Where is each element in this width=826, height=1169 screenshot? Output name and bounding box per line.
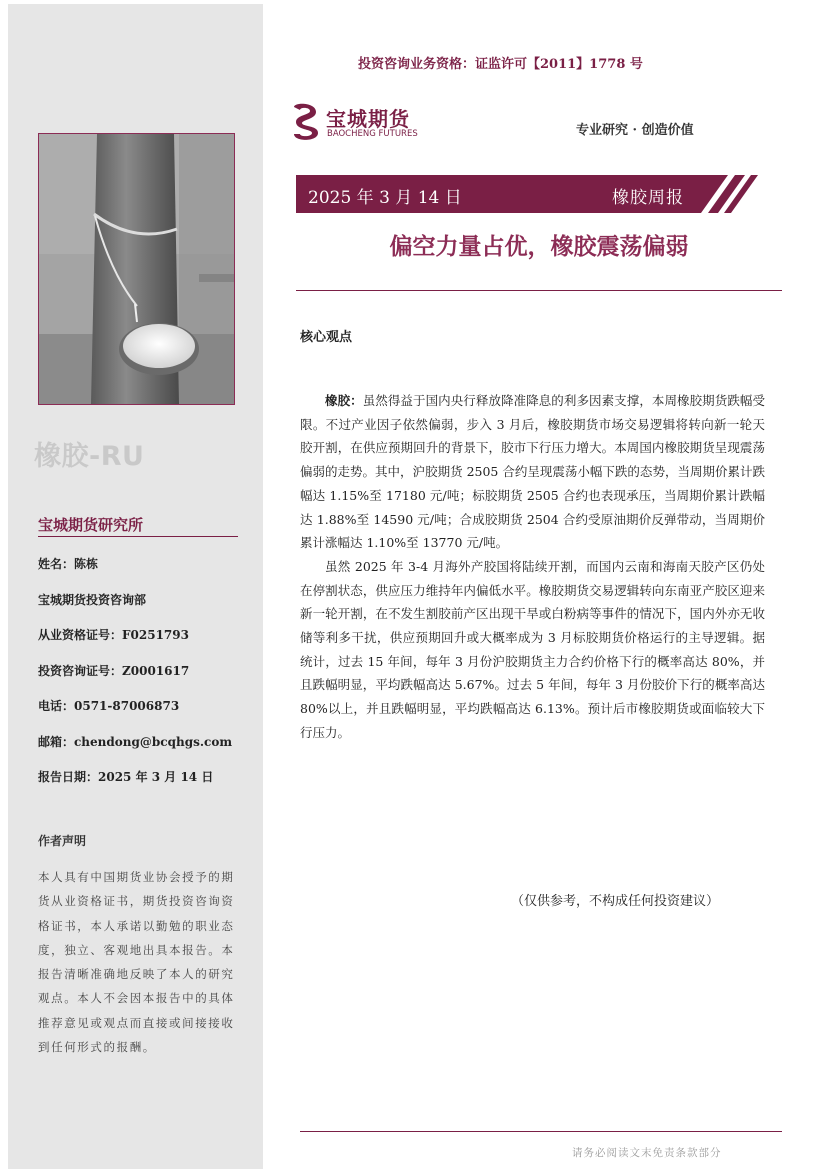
phone: 电话：0571-87006873 bbox=[38, 699, 180, 713]
product-code: 橡胶-RU bbox=[34, 441, 145, 472]
paragraph-1-text: 虽然得益于国内央行释放降准降息的利多因素支撑，本周橡胶期货跌幅受限。不过产业因子依然偏弱，步入 3 月后，橡胶期货市场交易逻辑将转向新一轮天胶开割，在供应预期回升的背景下，胶市下行压力增大。本周国内橡胶期货呈现震荡偏弱的走势。其中，沪胶期货 2505 合约呈现震荡小幅下跌的态势，当周期价累计跌幅达 1.15%至 17180 元/吨；标胶期货 2505 合约也表现承压，当周期价累计跌幅达 1.88%至 14590 元/吨；合成胶期货 2504 合约受原油期价反弹带动，当周期价累计涨幅达 1.10%至 13770 元/吨。 bbox=[300, 393, 765, 551]
report-headline: 偏空力量占优，橡胶震荡偏弱 bbox=[389, 234, 689, 260]
paragraph-2: 虽然 2025 年 3-4 月海外产胶国将陆续开割，而国内云南和海南天胶产区仍处在停割状态，供应压力维持年内偏低水平。橡胶期货交易逻辑转向东南亚产胶区迎来新一轮开割，在不发生割胶前产区出现干旱或白粉病等事件的情况下，国内外亦无收储等利多干扰，供应预期回升或大概率成为 3 月标胶期货价格运行的主导逻辑。据统计，过去 15 年间，每年 3 月份沪胶期货主力合约价格下行的概率高达 80%，并且跌幅明显，平均跌幅高达 5.67%。过去 5 年间，每年 3 月份胶价下行的概率高达 80%以上，并且跌幅明显，平均跌幅高达 6.13%。预计后市橡胶期货或面临较大下行压力。 bbox=[300, 558, 765, 740]
disclaimer: （仅供参考，不构成任何投资建议） bbox=[511, 894, 720, 909]
institute-name: 宝城期货研究所 bbox=[38, 516, 144, 534]
consulting-number: 投资咨询证号：Z0001617 bbox=[38, 663, 190, 678]
report-date-banner: 2025 年 3 月 14 日 bbox=[308, 188, 462, 208]
logo-mark-icon bbox=[290, 103, 322, 141]
report-type: 橡胶周报 bbox=[612, 188, 684, 208]
report-body bbox=[300, 389, 765, 745]
title-banner bbox=[296, 175, 758, 213]
footer-divider bbox=[300, 1131, 782, 1132]
paragraph-1 bbox=[300, 389, 765, 555]
company-logo bbox=[290, 103, 440, 143]
header-divider bbox=[296, 290, 782, 291]
footer-note: 请务必阅读文末免责条款部分 bbox=[572, 1147, 722, 1159]
slogan: 专业研究 · 创造价值 bbox=[576, 123, 694, 138]
qualification-number: 从业资格证号：F0251793 bbox=[38, 628, 189, 642]
report-date: 报告日期：2025 年 3 月 14 日 bbox=[38, 770, 214, 784]
declaration-title: 作者声明 bbox=[38, 834, 87, 848]
logo-chinese: 宝城期货 bbox=[326, 107, 410, 131]
email: 邮箱：chendong@bcqhgs.com bbox=[38, 734, 233, 749]
declaration-body: 本人具有中国期货业协会授予的期货从业资格证书，期货投资咨询资格证书，本人承诺以勤勉的职业态度，独立、客观地出具本报告。本报告清晰准确地反映了本人的研究观点。本人不会因本报告中的具体推荐意见或观点而直接或间接接收到任何形式的报酬。 bbox=[38, 870, 235, 1055]
paragraph-1-lead: 橡胶： bbox=[325, 393, 363, 408]
institute-divider bbox=[38, 536, 238, 537]
department: 宝城期货投资咨询部 bbox=[38, 592, 147, 607]
rubber-tapping-photo bbox=[38, 133, 235, 405]
logo-english: BAOCHENG FUTURES bbox=[327, 129, 418, 139]
analyst-name: 姓名：陈栋 bbox=[38, 557, 99, 571]
section-title: 核心观点 bbox=[300, 330, 353, 345]
license-line: 投资咨询业务资格：证监许可【2011】1778 号 bbox=[358, 57, 643, 72]
analyst-info bbox=[38, 555, 253, 804]
